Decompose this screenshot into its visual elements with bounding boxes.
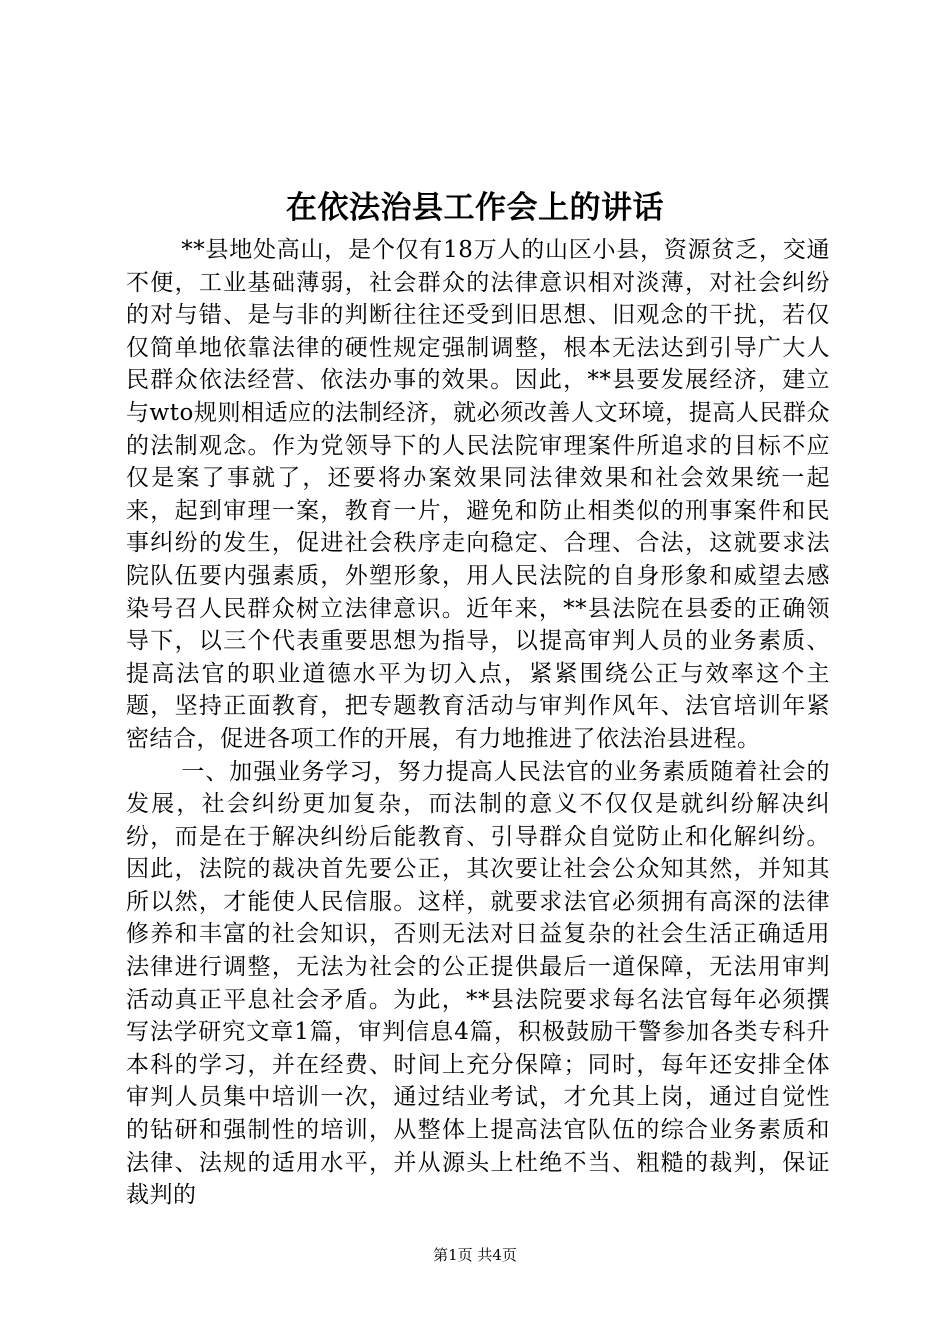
page-number-footer: 第1页 共4页	[433, 1246, 517, 1264]
paragraph-section-one: 一、加强业务学习，努力提高人民法官的业务素质随着社会的发展，社会纠纷更加复杂，而法制的意义不仅仅是就纠纷解决纠纷，而是在于解决纠纷后能教育、引导群众自觉防止和化解纠纷。因此，法院的裁决首先要公正，其次要让社会公众知其然，并知其所以然，才能使人民信服。这样，就要求法官必须拥有高深的法律修养和丰富的社会知识，否则无法对日益复杂的社会生活正确适用法律进行调整，无法为社会的公正提供最后一道保障，无法用审判活动真正平息社会矛盾。为此，**县法院要求每名法官每年必须撰写法学研究文章1篇，审判信息4篇，积极鼓励干警参加各类专科升本科的学习，并在经费、时间上充分保障；同时，每年还安排全体审判人员集中培训一次，通过结业考试，才允其上岗，通过自觉性的钻研和强制性的培训，从整体上提高法官队伍的综合业务素质和法律、法规的适用水平，并从源头上杜绝不当、粗糙的裁判，保证裁判的	[126, 758, 830, 1209]
document-title: 在依法治县工作会上的讲话	[286, 190, 664, 226]
document-body	[126, 234, 830, 1212]
paragraph-intro: **县地处高山，是个仅有18万人的山区小县，资源贫乏，交通不便，工业基础薄弱，社会群众的法律意识相对淡薄，对社会纠纷的对与错、是与非的判断往往还受到旧思想、旧观念的干扰，若仅仅简单地依靠法律的硬性规定强制调整，根本无法达到引导广大人民群众依法经营、依法办事的效果。因此，**县要发展经济，建立与wto规则相适应的法制经济，就必须改善人文环境，提高人民群众的法制观念。作为党领导下的人民法院审理案件所追求的目标不应仅是案了事就了，还要将办案效果同法律效果和社会效果统一起来，起到审理一案，教育一片，避免和防止相类似的刑事案件和民事纠纷的发生，促进社会秩序走向稳定、合理、合法，这就要求法院队伍要内强素质，外塑形象，用人民法院的自身形象和威望去感染号召人民群众树立法律意识。近年来，**县法院在县委的正确领导下，以三个代表重要思想为指导，以提高审判人员的业务素质、提高法官的职业道德水平为切入点，紧紧围绕公正与效率这个主题，坚持正面教育，把专题教育活动与审判作风年、法官培训年紧密结合，促进各项工作的开展，有力地推进了依法治县进程。	[126, 237, 830, 752]
